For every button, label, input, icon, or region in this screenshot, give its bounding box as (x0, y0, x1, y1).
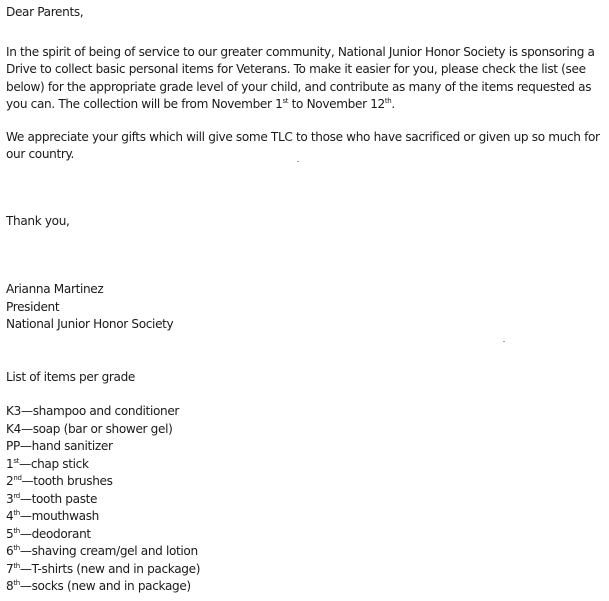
grade-item: socks (new and in package) (31, 579, 191, 593)
signature-block (6, 281, 609, 334)
grade-ordinal-suffix: th (13, 579, 20, 587)
paragraph-intro-line-2: Drive to collect basic personal items for Veterans. To make it easier for you, please check the list (see (6, 62, 586, 76)
em-dash-separator: — (19, 561, 32, 576)
grade-list-item (6, 491, 609, 509)
grade-item: tooth brushes (33, 474, 113, 488)
grade-label: 8 (6, 579, 14, 593)
paragraph-intro-line-1: In the spirit of being of service to our greater community, National Junior Honor Society is sponsoring a (6, 44, 595, 59)
em-dash-separator: — (20, 404, 33, 418)
grade-item: mouthwash (31, 509, 99, 523)
paragraph-appreciation-line-1: We appreciate your gifts which will give some TLC to those who have sacrificed or given up so much for (6, 129, 600, 144)
em-dash-separator: — (19, 526, 32, 541)
ordinal-suffix: th (384, 97, 392, 105)
grade-label: 7 (6, 561, 14, 576)
paragraph-intro (6, 44, 609, 114)
grade-label: PP (6, 439, 20, 453)
em-dash-separator: — (19, 579, 32, 593)
grade-item: T-shirts (new and in package) (31, 561, 201, 576)
grade-ordinal-suffix: th (13, 526, 20, 535)
grade-item: tooth paste (31, 491, 98, 506)
closing: Thank you, (6, 213, 70, 228)
grade-label: K4 (6, 421, 21, 436)
grade-ordinal-suffix: th (13, 544, 20, 552)
grade-ordinal-suffix: th (13, 509, 20, 517)
grade-list-item (6, 526, 609, 544)
grade-list-item (6, 421, 609, 439)
em-dash-separator: — (19, 439, 32, 453)
grade-list-item (6, 456, 609, 474)
grade-item: shaving cream/gel and lotion (31, 544, 198, 558)
grade-list-item (6, 578, 609, 596)
signature-name: Arianna Martinez (6, 282, 104, 296)
grade-item: shampoo and conditioner (32, 404, 180, 418)
em-dash-separator: — (19, 456, 31, 471)
grade-list-item (6, 561, 609, 579)
grade-label: 3 (6, 491, 14, 506)
grade-item: deodorant (31, 526, 91, 541)
em-dash-separator: — (19, 509, 32, 523)
em-dash-separator: — (19, 544, 32, 558)
grade-list-item (6, 403, 609, 421)
grade-label: 6 (6, 544, 14, 558)
grade-label: 2 (6, 474, 14, 488)
items-list-heading: List of items per grade (6, 369, 136, 384)
grade-label: K3 (6, 404, 21, 418)
grade-label: 1 (6, 456, 14, 471)
grade-items-list (6, 403, 609, 596)
signature-title: President (6, 299, 60, 314)
collection-dates-suffix: . (391, 97, 395, 111)
grade-list-item (6, 438, 609, 456)
em-dash-separator: — (21, 474, 34, 488)
grade-ordinal-suffix: nd (13, 474, 22, 482)
paragraph-appreciation-line-2: our country. (6, 147, 75, 161)
grade-list-item (6, 473, 609, 491)
paragraph-intro-line-4 (6, 96, 609, 114)
paragraph-appreciation (6, 129, 609, 164)
grade-ordinal-suffix: th (13, 561, 20, 570)
scan-speck (503, 341, 505, 342)
signature-organization: National Junior Honor Society (6, 317, 174, 331)
grade-label: 4 (6, 509, 14, 523)
grade-ordinal-suffix: rd (13, 491, 20, 500)
greeting: Dear Parents, (6, 5, 84, 19)
collection-dates-prefix: you can. The collection will be from November 1 (6, 97, 283, 111)
em-dash-separator: — (20, 421, 33, 436)
paragraph-intro-line-3: below) for the appropriate grade level of your child, and contribute as many of the items requested as (6, 79, 592, 94)
grade-item: hand sanitizer (31, 439, 113, 453)
grade-list-item (6, 508, 609, 526)
scan-speck (297, 161, 299, 162)
grade-label: 5 (6, 526, 14, 541)
grade-list-item (6, 543, 609, 561)
collection-dates-middle: to November 12 (288, 97, 385, 111)
grade-ordinal-suffix: st (13, 456, 20, 465)
grade-item: chap stick (30, 456, 89, 471)
grade-item: soap (bar or shower gel) (32, 421, 173, 436)
ordinal-suffix: st (282, 97, 289, 105)
em-dash-separator: — (19, 491, 32, 506)
